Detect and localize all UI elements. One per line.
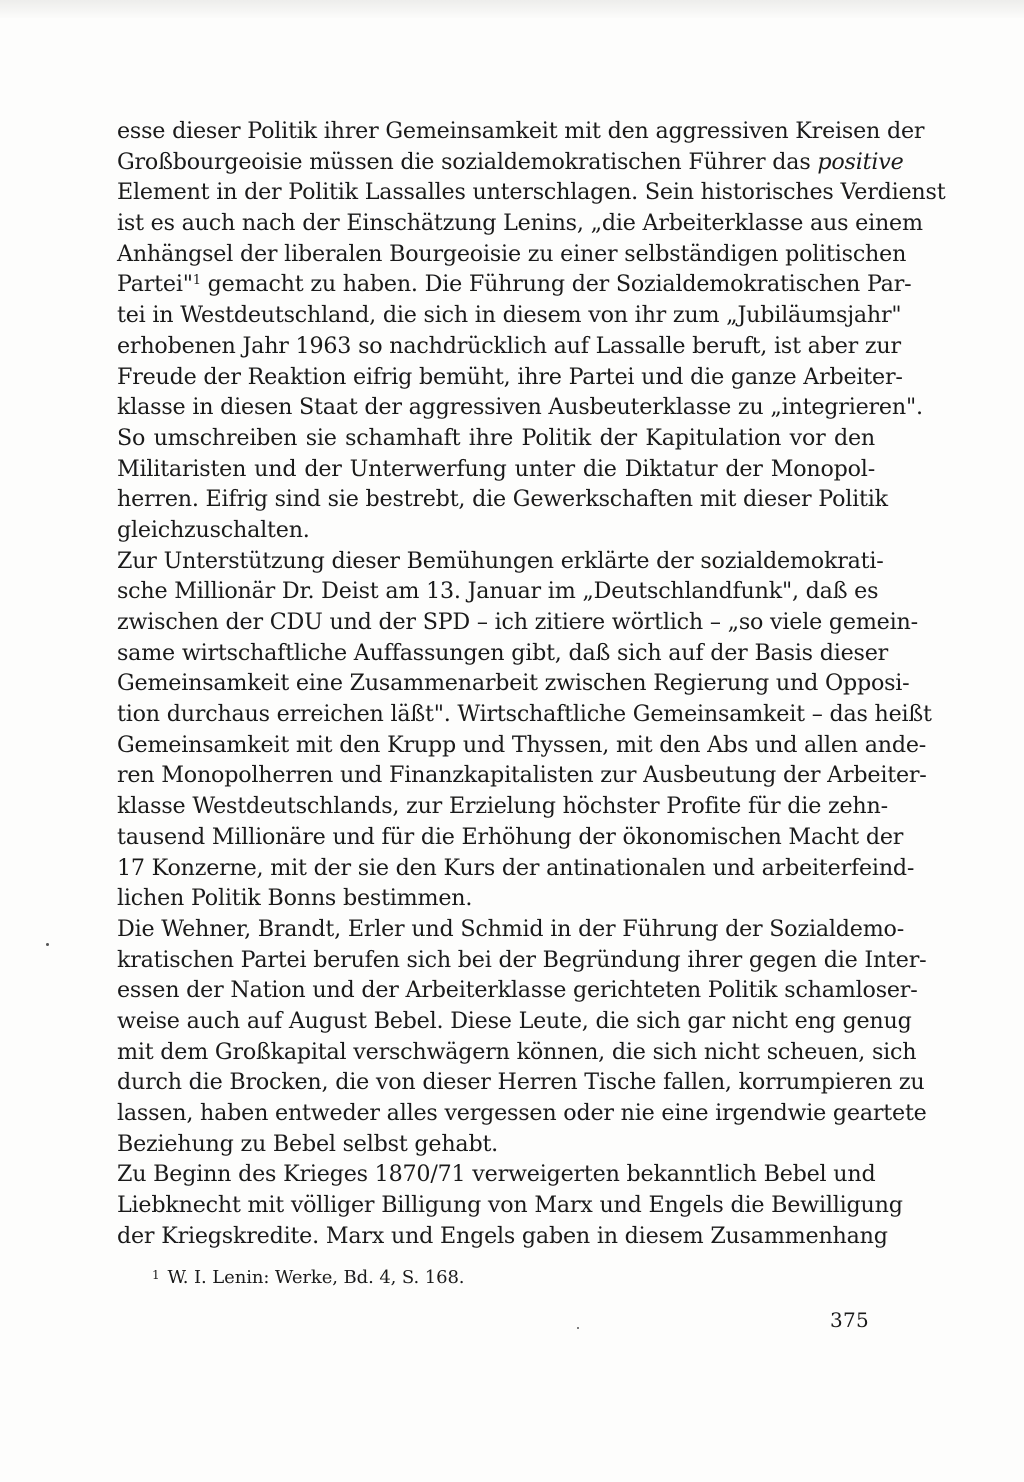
footnote-text: W. I. Lenin: Werke, Bd. 4, S. 168.: [167, 1267, 465, 1288]
text-line: ist es auch nach der Einschätzung Lenins, „die Arbeiterklasse aus einem: [117, 210, 923, 237]
text-line: Zur Unterstützung dieser Bemühungen erklärte der sozialdemokrati-: [117, 547, 884, 574]
footnote-marker: 1: [192, 273, 201, 289]
text-line: Beziehung zu Bebel selbst gehabt.: [117, 1130, 499, 1157]
page-number: 375: [830, 1308, 870, 1332]
text-line: mit dem Großkapital verschwägern können, die sich nicht scheuen, sich: [117, 1038, 917, 1065]
text-line: herren. Eifrig sind sie bestrebt, die Gewerkschaften mit dieser Politik: [117, 486, 888, 513]
text-line: tei in Westdeutschland, die sich in diesem von ihr zum „Jubiläumsjahr": [117, 302, 902, 329]
paragraph-4: [117, 914, 927, 1160]
text-line: Element in der Politik Lassalles unterschlagen. Sein historisches Verdienst: [117, 179, 946, 206]
text-line: Gemeinsamkeit mit den Krupp und Thyssen, mit den Abs und allen ande-: [117, 731, 927, 758]
text-line: sche Millionär Dr. Deist am 13. Januar im „Deutschlandfunk", daß es: [117, 578, 879, 605]
text-line: tion durchaus erreichen läßt". Wirtschaftliche Gemeinsamkeit – das heißt: [117, 701, 932, 728]
text-line: ren Monopolherren und Finanzkapitalisten zur Ausbeutung der Arbeiter-: [117, 762, 927, 789]
text-line: Liebknecht mit völliger Billigung von Marx und Engels die Bewilligung: [117, 1192, 903, 1219]
scan-speck: [577, 1327, 579, 1329]
text-line: Die Wehner, Brandt, Erler und Schmid in der Führung der Sozialdemo-: [117, 915, 904, 942]
text-line: lichen Politik Bonns bestimmen.: [117, 885, 473, 912]
text-line: kratischen Partei berufen sich bei der Begründung ihrer gegen die Inter-: [117, 946, 927, 973]
text-line: gleichzuschalten.: [117, 516, 310, 543]
text-line: essen der Nation und der Arbeiterklasse gerichteten Politik schamloser-: [117, 977, 918, 1004]
text-line: Militaristen und der Unterwerfung unter die Diktatur der Monopol-: [117, 455, 875, 482]
text-line: Gemeinsamkeit eine Zusammenarbeit zwischen Regierung und Opposi-: [117, 670, 910, 697]
paragraph-1: [117, 116, 946, 423]
footnote-number: 1: [152, 1268, 160, 1282]
emphasis-word: positive: [817, 148, 904, 175]
text-line: Freude der Reaktion eifrig bemüht, ihre Partei und die ganze Arbeiter-: [117, 363, 903, 390]
text-line: same wirtschaftliche Auffassungen gibt, daß sich auf der Basis dieser: [117, 639, 889, 666]
paragraph-5: [117, 1159, 903, 1251]
paragraph-3: [117, 546, 932, 914]
text-line: der Kriegskredite. Marx und Engels gaben in diesem Zusammenhang: [117, 1222, 888, 1249]
text-line: zwischen der CDU und der SPD – ich zitiere wörtlich – „so viele gemein-: [117, 609, 918, 635]
text-line: tausend Millionäre und für die Erhöhung der ökonomischen Macht der: [117, 823, 904, 850]
scan-speck: [46, 943, 49, 946]
text-line: Partei"$^1$ gemacht zu haben. Die Führung der Sozialdemokratischen Par-: [117, 271, 912, 298]
text-line: lassen, haben entweder alles vergessen oder nie eine irgendwie geartete: [117, 1100, 927, 1126]
paragraph-2: [117, 423, 888, 546]
text-line: durch die Brocken, die von dieser Herren Tische fallen, korrumpieren zu: [117, 1069, 925, 1096]
text-line: Zu Beginn des Krieges 1870/71 verweigerten bekanntlich Bebel und: [117, 1161, 876, 1188]
footnote: [152, 1267, 464, 1288]
text-line: 17 Konzerne, mit der sie den Kurs der antinationalen und arbeiterfeind-: [117, 854, 915, 881]
text-line: Anhängsel der liberalen Bourgeoisie zu einer selbständigen politischen: [117, 240, 907, 267]
text-line: weise auch auf August Bebel. Diese Leute, die sich gar nicht eng genug: [117, 1007, 912, 1034]
text-line: So umschreiben sie schamhaft ihre Politik der Kapitulation vor den: [117, 424, 875, 451]
body-text: [117, 116, 946, 1251]
scan-edge: [0, 0, 1024, 18]
text-line: klasse Westdeutschlands, zur Erzielung höchster Profite für die zehn-: [117, 793, 888, 820]
text-line: Großbourgeoisie müssen die sozialdemokratischen Führer das positive: [117, 148, 904, 175]
text-line: erhobenen Jahr 1963 so nachdrücklich auf Lassalle beruft, ist aber zur: [117, 332, 901, 359]
text-line: klasse in diesen Staat der aggressiven Ausbeuterklasse zu „integrieren".: [117, 394, 923, 421]
text-line: esse dieser Politik ihrer Gemeinsamkeit mit den aggressiven Kreisen der: [117, 118, 925, 144]
